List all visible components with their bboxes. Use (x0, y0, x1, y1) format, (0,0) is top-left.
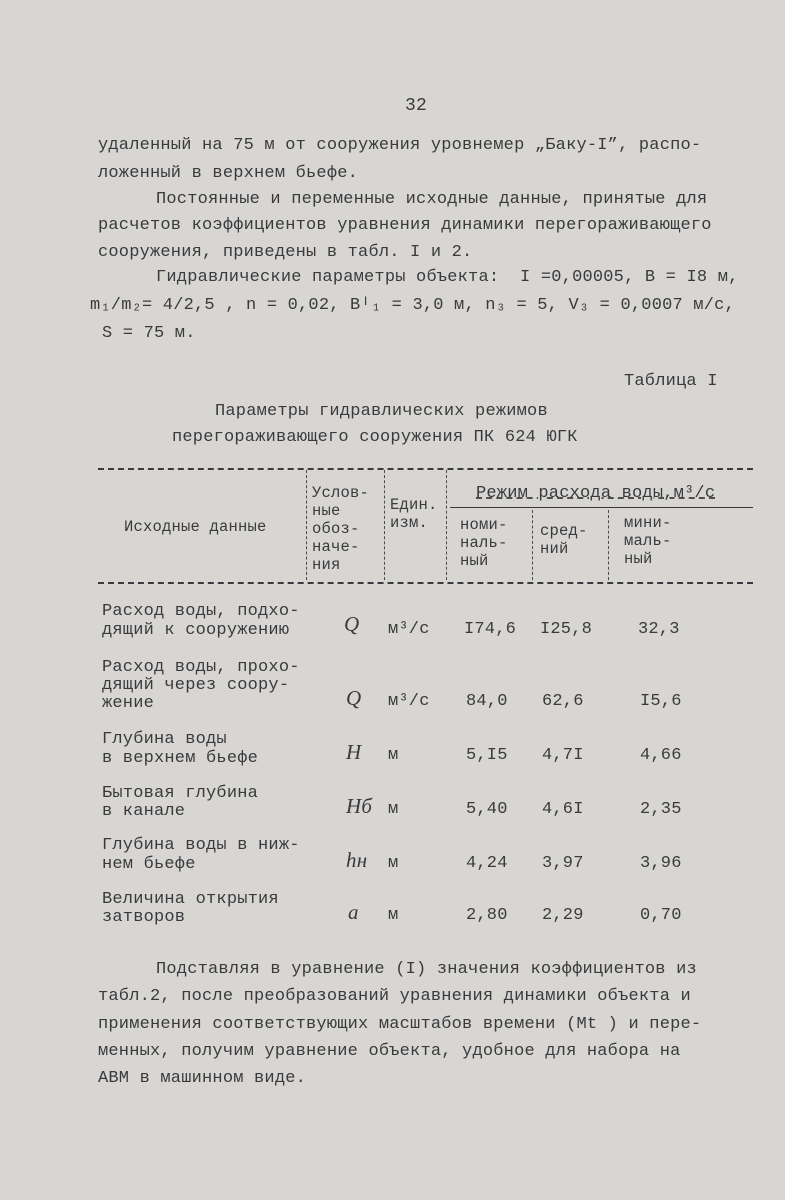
row-5-nominal: 4,24 (466, 854, 508, 873)
col-divider-3 (446, 470, 447, 580)
row-1-name-2: дящий к сооружению (102, 621, 290, 640)
header-symbol-3: обоз- (312, 520, 360, 538)
header-nominal-3: ный (460, 552, 489, 570)
row-5-symbol: hн (346, 848, 368, 872)
row-6-name-2: затворов (102, 908, 186, 927)
row-5-unit: м (388, 854, 399, 873)
header-average-2: ний (540, 540, 569, 558)
header-regime: Режим расхода воды,м³/с (476, 484, 716, 503)
row-2-minimal: I5,6 (640, 692, 682, 711)
row-1-minimal: 32,3 (638, 620, 680, 639)
row-1-nominal: I74,6 (464, 620, 517, 639)
row-3-name-1: Глубина воды (102, 730, 227, 749)
row-6-name-1: Величина открытия (102, 890, 279, 909)
row-5-name-2: нем бьефе (102, 855, 196, 874)
params-line-2: m₁/m₂= 4/2,5 , n = 0,02, Bᴵ₁ = 3,0 м, n₃ = 5, V₃ = 0,0007 м/с, (90, 296, 735, 315)
row-2-nominal: 84,0 (466, 692, 508, 711)
header-symbol-2: ные (312, 502, 341, 520)
table-top-rule (98, 468, 753, 470)
header-average-1: сред- (540, 522, 588, 540)
col-divider-4 (532, 510, 533, 580)
params-line-3: S = 75 м. (102, 324, 196, 343)
table-title-line-2: перегораживающего сооружения ПК 624 ЮГК (172, 428, 578, 447)
row-2-name-2: дящий через соору- (102, 676, 290, 695)
row-4-name-2: в канале (102, 802, 186, 821)
table-label: Таблица I (624, 372, 718, 391)
row-1-average: I25,8 (540, 620, 593, 639)
row-3-unit: м (388, 746, 399, 765)
intro-line-3: Постоянные и переменные исходные данные, принятые для (156, 190, 708, 209)
header-minimal-2: маль- (624, 532, 672, 550)
header-unit-1: Един. (390, 496, 438, 514)
row-2-name-3: жение (102, 694, 155, 713)
row-2-name-1: Расход воды, прохо- (102, 658, 300, 677)
row-1-name-1: Расход воды, подхо- (102, 602, 300, 621)
header-unit-2: изм. (390, 514, 429, 532)
intro-line-4: расчетов коэффициентов уравнения динамики перегораживающего (98, 216, 712, 235)
closing-line-5: АВМ в машинном виде. (98, 1069, 307, 1088)
row-1-unit: м³/с (388, 620, 430, 639)
header-symbol-4: наче- (312, 538, 360, 556)
row-4-minimal: 2,35 (640, 800, 682, 819)
header-nominal-1: номи- (460, 516, 508, 534)
header-minimal-1: мини- (624, 514, 672, 532)
header-symbol-1: Услов- (312, 484, 370, 502)
row-5-minimal: 3,96 (640, 854, 682, 873)
closing-line-3: применения соответствующих масштабов времени (Mt ) и пере- (98, 1015, 702, 1034)
row-4-unit: м (388, 800, 399, 819)
header-symbol-5: ния (312, 556, 341, 574)
closing-line-2: табл.2, после преобразований уравнения динамики объекта и (98, 987, 691, 1006)
page-number: 32 (405, 96, 428, 116)
intro-line-5: сооружения, приведены в табл. I и 2. (98, 243, 473, 262)
row-3-nominal: 5,I5 (466, 746, 508, 765)
row-4-symbol: Hб (346, 794, 373, 818)
params-line-1: Гидравлические параметры объекта: I =0,00005, B = I8 м, (156, 268, 739, 287)
table-header-rule (98, 582, 753, 584)
header-source: Исходные данные (124, 518, 267, 536)
row-6-nominal: 2,80 (466, 906, 508, 925)
row-4-nominal: 5,40 (466, 800, 508, 819)
row-5-average: 3,97 (542, 854, 584, 873)
header-minimal-3: ный (624, 550, 653, 568)
col-divider-1 (306, 470, 307, 580)
row-6-average: 2,29 (542, 906, 584, 925)
intro-line-2: ложенный в верхнем бьефе. (98, 164, 359, 183)
closing-line-4: менных, получим уравнение объекта, удобное для набора на (98, 1042, 681, 1061)
row-4-average: 4,6I (542, 800, 584, 819)
intro-line-1: удаленный на 75 м от сооружения уровнемер „Баку-I”, распо- (98, 136, 702, 155)
col-divider-5 (608, 510, 609, 580)
row-5-name-1: Глубина воды в ниж- (102, 836, 300, 855)
closing-line-1: Подставляя в уравнение (I) значения коэффициентов из (156, 960, 697, 979)
regime-subrule (450, 507, 753, 508)
row-3-name-2: в верхнем бьефе (102, 749, 259, 768)
col-divider-2 (384, 470, 385, 580)
row-3-average: 4,7I (542, 746, 584, 765)
row-2-symbol: Q (346, 686, 362, 710)
row-6-unit: м (388, 906, 399, 925)
row-4-name-1: Бытовая глубина (102, 784, 259, 803)
table-title-line-1: Параметры гидравлических режимов (215, 402, 548, 421)
row-2-average: 62,6 (542, 692, 584, 711)
header-nominal-2: наль- (460, 534, 508, 552)
row-3-symbol: H (346, 740, 362, 764)
row-1-symbol: Q (344, 612, 360, 636)
row-6-symbol: a (348, 900, 359, 924)
row-2-unit: м³/с (388, 692, 430, 711)
row-6-minimal: 0,70 (640, 906, 682, 925)
row-3-minimal: 4,66 (640, 746, 682, 765)
